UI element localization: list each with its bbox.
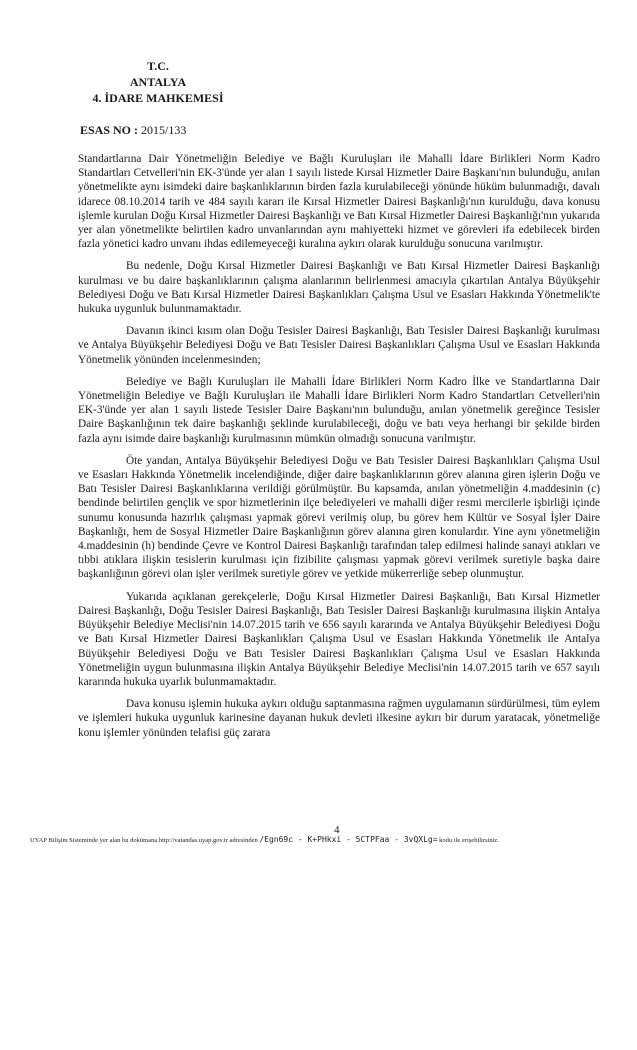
paragraph: Bu nedenle, Doğu Kırsal Hizmetler Dairesi Başkanlığı ve Batı Kırsal Hizmetler Dairesi Başkanlığı kurulması ve bu daire başkanlıklarının çalışma alanlarının belirlenmesi amacıyla çıkartılan Antalya Büyükşehir Belediyesi Doğu ve Batı Kırsal Hizmetler Dairesi Başkanlıkları Çalışma Usul ve Esasları Hakkında Yönetmelik'te hukuka uygunluk bulunmamaktadır.: [78, 260, 600, 316]
uyap-footer: [30, 835, 620, 844]
case-number-label: ESAS NO :: [80, 123, 139, 137]
header-court: 4. İDARE MAHKEMESİ: [92, 91, 224, 105]
footer-text-end: kodu ile erişebilirsiniz.: [439, 837, 499, 844]
header-tc: T.C.: [147, 59, 169, 73]
paragraph: Yukarıda açıklanan gerekçelerle, Doğu Kırsal Hizmetler Dairesi Başkanlığı, Batı Kırsal Hizmetler Dairesi Başkanlığı, Doğu Tesisler Dairesi Başkanlığı, Batı Tesisler Dairesi Başkanlığı kurulmasına ilişkin Antalya Büyükşehir Belediye Meclisi'nin 14.07.2015 tarih ve 656 sayılı kararında ve Antalya Büyükşehir Belediyesi Doğu ve Batı Kırsal Hizmetler Dairesi Başkanlıkları Çalışma Usul ve Esasları Hakkında Yönetmelik ile Antalya Büyükşehir Belediyesi Doğu ve Batı Tesisler Dairesi Başkanlıkları Çalışma Usul ve Esasları Hakkında Yönetmeliğin uygun bulunmasına ilişkin Antalya Büyükşehir Belediye Meclisi'nin 14.07.2015 tarih ve 657 sayılı kararında hukuka uyarlık bulunmamaktadır.: [78, 590, 600, 688]
paragraph: Belediye ve Bağlı Kuruluşları ile Mahalli İdare Birlikleri Norm Kadro İlke ve Standartlarına Dair Yönetmeliğin Belediye ve Bağlı Kuruluşları ile Mahalli İdare Birlikleri Norm Kadro Standartları Cetvelleri'nin EK-3'ünde yer alan 1 sayılı listede Tesisler Daire Başkanı'nın bulunduğu, anılan yönetmelik gereğince Tesisler Daire Başkanlığının tek daire başkanlığı şeklinde kurulabileceği, doğu ve batı veya herhangi bir şekilde birden fazla aynı isimde daire başkanlığı kurulmasının mümkün olmadığı sonucuna varılmıştır.: [78, 375, 600, 445]
case-number: [80, 123, 186, 138]
case-number-value: 2015/133: [141, 123, 187, 137]
paragraph: Öte yandan, Antalya Büyükşehir Belediyesi Doğu ve Batı Tesisler Dairesi Başkanlıkları Çalışma Usul ve Esasları Hakkında Yönetmelik incelendiğinde, diğer daire başkanlıklarının görev alanına giren işlerin Doğu ve Batı Tesisler Dairesi Başkanlıklarına verildiği görülmüştür. Bu kapsamda, anılan yönetmeliğin 4.maddesinin (c) bendinde belirtilen gençlik ve spor hizmetlerinin ilçe belediyeleri ve mahalli diğer resmi mercilerle işbirliği içinde sunumu konusunda hazırlık çalışması yapmak görevi verilmiş olup, bu görev hem Kültür ve Sosyal İşler Daire Başkanlığı, hem de Sosyal Hizmetler Daire Başkanlığının görev alanına giren konulardır. Yine aynı yönetmeliğin 4.maddesinin (h) bendinde Çevre ve Kontrol Dairesi Başkanlığı tarafından talep edilmesi halinde sanayi atıkları ve tıbbi atıklara ilişkin tesislerin kurulması için fizibilite çalışması yapmak görevi verilmek suretiyle başka daire başkanlığının görevi olan işler verilmek suretiyle görev ve yetkide mükerrerliğe sebep olunmuştur.: [78, 454, 600, 581]
paragraph: Standartlarına Dair Yönetmeliğin Belediye ve Bağlı Kuruluşları ile Mahalli İdare Birlikleri Norm Kadro Standartları Cetvelleri'nin EK-3'ünde yer alan 1 sayılı listede Kırsal Hizmetler Daire Başkanı'nın bulunduğu, anılan yönetmelikte aynı isimdeki daire başkanlıklarının birden fazla kurulabileceği yönünde hüküm bulunmadığı, davalı idarece 08.10.2014 tarih ve 484 sayılı kararı ile Kırsal Hizmetler Dairesi Başkanlığı'nın kurulduğu, dava konusu işlemle kurulan Doğu Kırsal Hizmetler Dairesi Başkanlığı ve Batı Kırsal Hizmetler Dairesi Başkanlığı'nın yukarıda yer alan yönetmelikte belirtilen kadro unvanlarından aynı mahiyetteki hizmet ve görevleri ifa edebilecek birden fazla yönetici kadro unvanı ihdas edilemeyeceği kuralına aykırı olarak kurulduğu sonucuna varılmıştır.: [78, 153, 600, 251]
verification-code: /Egn69c - K+PHkxi - 5CTPFaa - 3vQXLg=: [259, 835, 438, 844]
paragraph: Dava konusu işlemin hukuka aykırı olduğu saptanmasına rağmen uygulamanın sürdürülmesi, tüm eylem ve işlemleri hukuka uygunluk karinesine dayanan hukuk devleti ilkesine aykırı bir durum yaratacak, yönetmeliğe konu işlemler yönünden telafisi güç zarara: [78, 698, 600, 739]
court-header: [78, 58, 238, 106]
paragraph: Davanın ikinci kısım olan Doğu Tesisler Dairesi Başkanlığı, Batı Tesisler Dairesi Başkanlığı kurulması ve Antalya Büyükşehir Belediyesi Doğu ve Batı Tesisler Dairesi Başkanlıkları Çalışma Usul ve Esasları Hakkında Yönetmelik yönünden incelenmesinden;: [78, 325, 600, 366]
document-body: [78, 152, 600, 748]
footer-text: UYAP Bilişim Sisteminde yer alan bu dokümana http://vatandas.uyap.gov.tr adresinden: [30, 837, 258, 844]
page-number: 4: [334, 824, 340, 836]
header-city: ANTALYA: [129, 75, 187, 89]
